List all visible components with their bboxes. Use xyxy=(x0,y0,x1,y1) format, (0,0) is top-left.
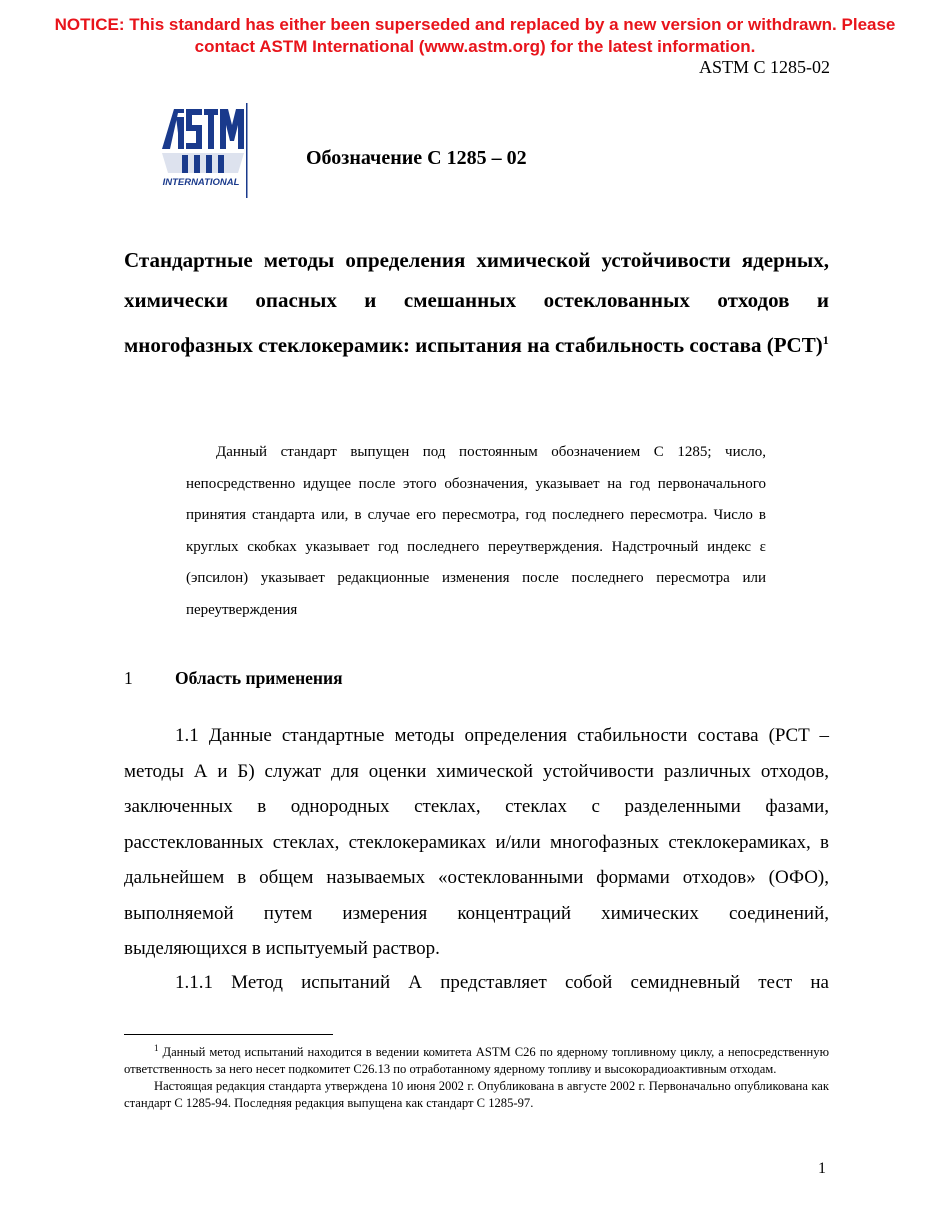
footnote-1 xyxy=(124,1040,829,1078)
astm-logo-icon xyxy=(158,103,248,198)
designation-heading: Обозначение С 1285 – 02 xyxy=(306,147,527,169)
footnote-1-text: Данный метод испытаний находится в ведении комитета ASTM C26 по ядерному топливному циклу, а непосредственную ответственность за него несет подкомитет C26.13 по отработанному ядерному топливу и высокорадиоактивным отходам. xyxy=(124,1045,829,1076)
title-text: Стандартные методы определения химической устойчивости ядерных, химически опасных и смешанных остеклованных отходов и многофазных стеклокерамик: испытания на стабильность состава (PCT) xyxy=(124,248,829,357)
paragraph-1-1: 1.1 Данные стандартные методы определения стабильности состава (PCT – методы А и Б) служат для оценки химической устойчивости различных отходов, заключенных в однородных стеклах, стеклах с разделенными фазами, расстеклованных стеклах, стеклокерамиках и/или многофазных стеклокерамиках, в дальнейшем в общем называемых «остеклованными формами отходов» (ОФО), выполняемой путем измерения концентраций химических соединений, выделяющихся в испытуемый раствор. xyxy=(124,725,829,959)
page-number: 1 xyxy=(818,1160,826,1177)
document-title xyxy=(124,240,829,365)
footnote-divider xyxy=(124,1034,333,1035)
section-number: 1 xyxy=(124,668,133,688)
title-footnote-mark: 1 xyxy=(822,333,829,347)
notice-line-1: NOTICE: This standard has either been superseded and replaced by a new version or withdrawn. Please xyxy=(54,15,896,34)
footnote-mark: 1 xyxy=(154,1043,159,1053)
header-doc-code: ASTM C 1285-02 xyxy=(698,57,830,77)
preamble-text: Данный стандарт выпущен под постоянным обозначением С 1285; число, непосредственно идущее после этого обозначения, указывает на год первоначального принятия стандарта или, в случае его пересмотра, год последнего пересмотра. Число в круглых скобках указывает год последнего переутверждения. Надстрочный индекс ε (эпсилон) указывает редакционные изменения после последнего пересмотра или переутверждения xyxy=(186,444,766,618)
logo-international-text: INTERNATIONAL xyxy=(162,177,240,188)
paragraph-1-1-1: 1.1.1 Метод испытаний А представляет собой семидневный тест на xyxy=(175,972,829,993)
notice-line-2: contact ASTM International (www.astm.org) for the latest information. xyxy=(194,37,756,56)
section-title: Область применения xyxy=(175,668,343,688)
footnotes xyxy=(124,1040,829,1111)
astm-logo xyxy=(158,103,248,198)
footnote-2: Настоящая редакция стандарта утверждена 10 июня 2002 г. Опубликована в августе 2002 г. Первоначально опубликована как стандарт С 1285-94. Последняя редакция выпущена как стандарт С 1285-97. xyxy=(124,1078,829,1110)
superseded-notice xyxy=(0,14,950,58)
